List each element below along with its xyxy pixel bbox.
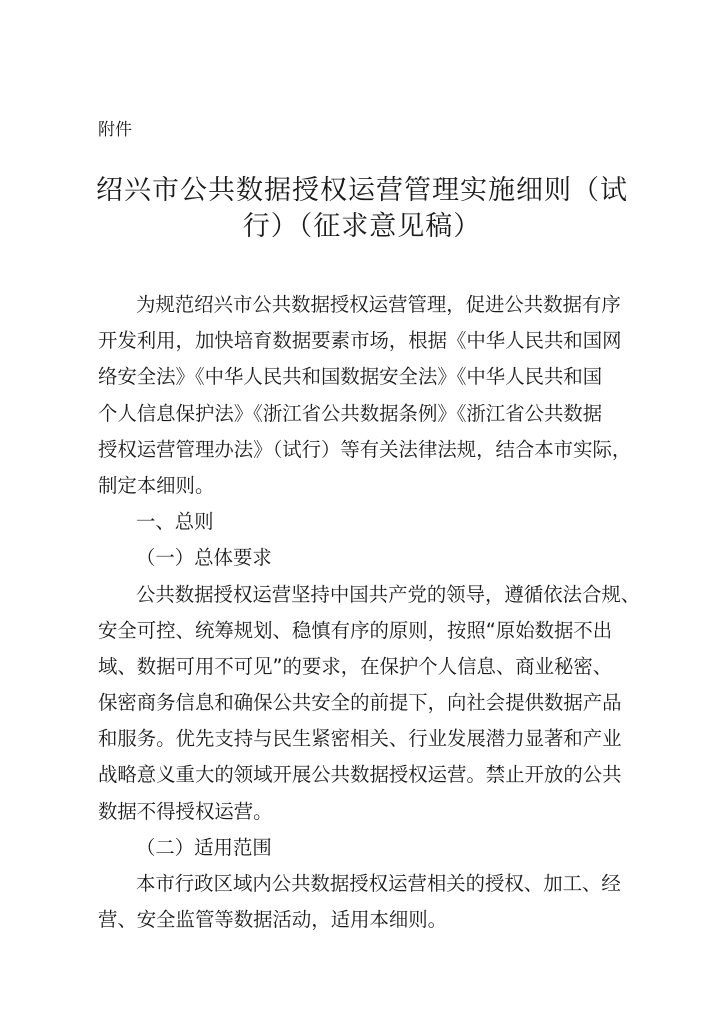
section-heading: 一、总则 bbox=[136, 510, 214, 534]
title-line-2: 行）（征求意见稿） bbox=[242, 211, 482, 242]
paragraph-line: 本市行政区域内公共数据授权运营相关的授权、加工、经 bbox=[136, 872, 621, 895]
document-body bbox=[98, 287, 644, 938]
paragraph-line: 战略意义重大的领域开展公共数据授权运营。禁止开放的公共 bbox=[98, 763, 622, 787]
paragraph-line: 保密商务信息和确保公共安全的前提下，向社会提供数据产品 bbox=[98, 691, 622, 715]
document-title bbox=[90, 173, 634, 245]
paragraph-line: 开发利用，加快培育数据要素市场，根据《中华人民共和国网 bbox=[98, 329, 622, 353]
paragraph-line: 授权运营管理办法》（试行）等有关法律法规，结合本市实际， bbox=[98, 437, 632, 461]
paragraph-line: 络安全法》《中华人民共和国数据安全法》《中华人民共和国 bbox=[98, 365, 603, 389]
paragraph-line: 和服务。优先支持与民生紧密相关、行业发展潜力显著和产业 bbox=[98, 727, 622, 751]
paragraph-line: 数据不得授权运营。 bbox=[98, 799, 273, 823]
paragraph-line: 营、安全监管等数据活动，适用本细则。 bbox=[98, 908, 448, 932]
paragraph-line: 个人信息保护法》《浙江省公共数据条例》《浙江省公共数据 bbox=[98, 401, 603, 425]
paragraph-line: 公共数据授权运营坚持中国共产党的领导，遵循依法合规、 bbox=[136, 582, 641, 606]
paragraph-line: 域、数据可用不可见”的要求，在保护个人信息、商业秘密、 bbox=[98, 654, 613, 678]
title-line-1: 绍兴市公共数据授权运营管理实施细则（试 bbox=[96, 175, 628, 206]
paragraph-line: 为规范绍兴市公共数据授权运营管理，促进公共数据有序 bbox=[136, 293, 621, 316]
paragraph-line: 安全可控、统筹规划、稳慎有序的原则，按照“原始数据不出 bbox=[98, 618, 613, 642]
attachment-label: 附件 bbox=[98, 120, 132, 140]
subsection-heading: （一）总体要求 bbox=[136, 546, 272, 570]
paragraph-line: 制定本细则。 bbox=[98, 473, 215, 497]
subsection-heading: （二）适用范围 bbox=[136, 835, 272, 859]
